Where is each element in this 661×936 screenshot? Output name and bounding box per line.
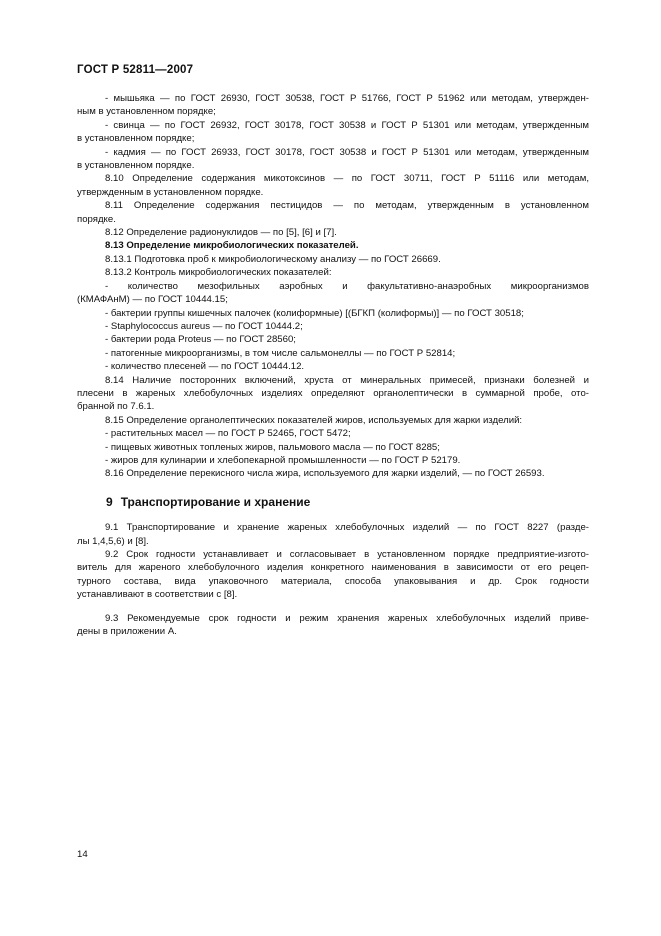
clause-8-14-line-2: плесени в жареных хлебобулочных изделиях определяют органолептически в суммарной пробе, ото- xyxy=(77,387,589,399)
list-item-staphylococcus: - Staphylococcus aureus — по ГОСТ 10444.2; xyxy=(105,320,303,332)
clause-8-15: 8.15 Определение органолептических показателей жиров, используемых для жарки изделий: xyxy=(105,414,523,426)
clause-8-13-2: 8.13.2 Контроль микробиологических показателей: xyxy=(105,267,332,279)
list-item-culinary-fats: - жиров для кулинарии и хлебопекарной промышленности — по ГОСТ Р 52179. xyxy=(105,454,461,466)
clause-9-2-line-1: 9.2 Срок годности устанавливает и согласовывает в установленном порядке предприятие-изгото- xyxy=(105,549,589,560)
kmafanm-line-1: - количество мезофильных аэробных и факультативно-анаэробных микроорганизмов xyxy=(105,280,589,292)
cadmium-line-2: в установленном порядке. xyxy=(77,160,195,172)
kmafanm-line-2: (КМАФАнМ) — по ГОСТ 10444.15; xyxy=(77,294,228,306)
cadmium-line-1: - кадмия — по ГОСТ 26933, ГОСТ 30178, ГОСТ 30538 и ГОСТ Р 51301 или методам, утвержденным xyxy=(105,146,589,158)
list-item-bgkp: - бактерии группы кишечных палочек (колиформные) [(БГКП (колиформы)] — по ГОСТ 30518; xyxy=(105,307,524,319)
section-9-title: Транспортирование и хранение xyxy=(120,494,311,509)
lead-line-2: в установленном порядке; xyxy=(77,133,195,145)
list-item-animal-fats: - пищевых животных топленых жиров, пальмового масла — по ГОСТ 8285; xyxy=(105,441,440,453)
document-header: ГОСТ Р 52811—2007 xyxy=(77,64,194,76)
arsenic-line-2: ным в установленном порядке; xyxy=(77,106,216,118)
clause-8-13-1: 8.13.1 Подготовка проб к микробиологическому анализу — по ГОСТ 26669. xyxy=(105,253,441,265)
clause-8-14-line-3: бранной по 7.6.1. xyxy=(77,401,155,413)
clause-8-12: 8.12 Определение радионуклидов — по [5], [6] и [7]. xyxy=(105,227,337,239)
clause-9-3-line-2: дены в приложении А. xyxy=(77,626,177,638)
clause-8-10-line-2: утвержденным в установленном порядке. xyxy=(77,186,264,198)
clause-8-10-line-1: 8.10 Определение содержания микотоксинов — по ГОСТ 30711, ГОСТ Р 51116 или методам, xyxy=(105,173,589,185)
clause-9-1-line-1: 9.1 Транспортирование и хранение жареных хлебобулочных изделий — по ГОСТ 8227 (разде- xyxy=(105,522,589,534)
clause-8-16: 8.16 Определение перекисного числа жира, используемого для жарки изделий, — по ГОСТ 26593. xyxy=(105,468,545,480)
clause-9-2-line-2: витель для жареного хлебобулочного изделия конкретного наименования в зависимости от его рецеп- xyxy=(77,562,589,574)
section-9-number: 9 xyxy=(106,494,113,509)
list-item-molds: - количество плесеней — по ГОСТ 10444.12. xyxy=(105,361,305,373)
clause-8-11-line-1: 8.11 Определение содержания пестицидов — по методам, утвержденным в установленном xyxy=(105,200,589,212)
clause-9-2-line-3: турного состава, вида упаковочного материала, способа упаковывания и др. Срок годности xyxy=(77,575,589,587)
clause-9-1-line-2: лы 1,4,5,6) и [8]. xyxy=(77,535,149,547)
clause-8-11-line-2: порядке. xyxy=(77,213,116,225)
section-9-heading xyxy=(106,496,589,509)
document-body xyxy=(77,92,589,638)
list-item-proteus: - бактерии рода Proteus — по ГОСТ 28560; xyxy=(105,334,296,346)
list-item-vegetable-oils: - растительных масел — по ГОСТ Р 52465, ГОСТ 5472; xyxy=(105,428,351,440)
page-number: 14 xyxy=(77,849,88,860)
clause-8-14-line-1: 8.14 Наличие посторонних включений, хруста от минеральных примесей, признаки болезней и xyxy=(105,374,589,386)
arsenic-line-1: - мышьяка — по ГОСТ 26930, ГОСТ 30538, ГОСТ Р 51766, ГОСТ Р 51962 или методам, утвержден- xyxy=(105,93,589,104)
clause-9-2-line-4: устанавливают в соответствии с [8]. xyxy=(77,589,238,601)
lead-line-1: - свинца — по ГОСТ 26932, ГОСТ 30178, ГОСТ 30538 и ГОСТ Р 51301 или методам, утвержденным xyxy=(105,119,589,131)
list-item-pathogens: - патогенные микроорганизмы, в том числе сальмонеллы — по ГОСТ Р 52814; xyxy=(105,347,456,359)
clause-8-13-heading: 8.13 Определение микробиологических показателей. xyxy=(105,240,359,252)
clause-9-3-line-1: 9.3 Рекомендуемые срок годности и режим хранения жареных хлебобулочных изделий приве- xyxy=(105,612,589,624)
